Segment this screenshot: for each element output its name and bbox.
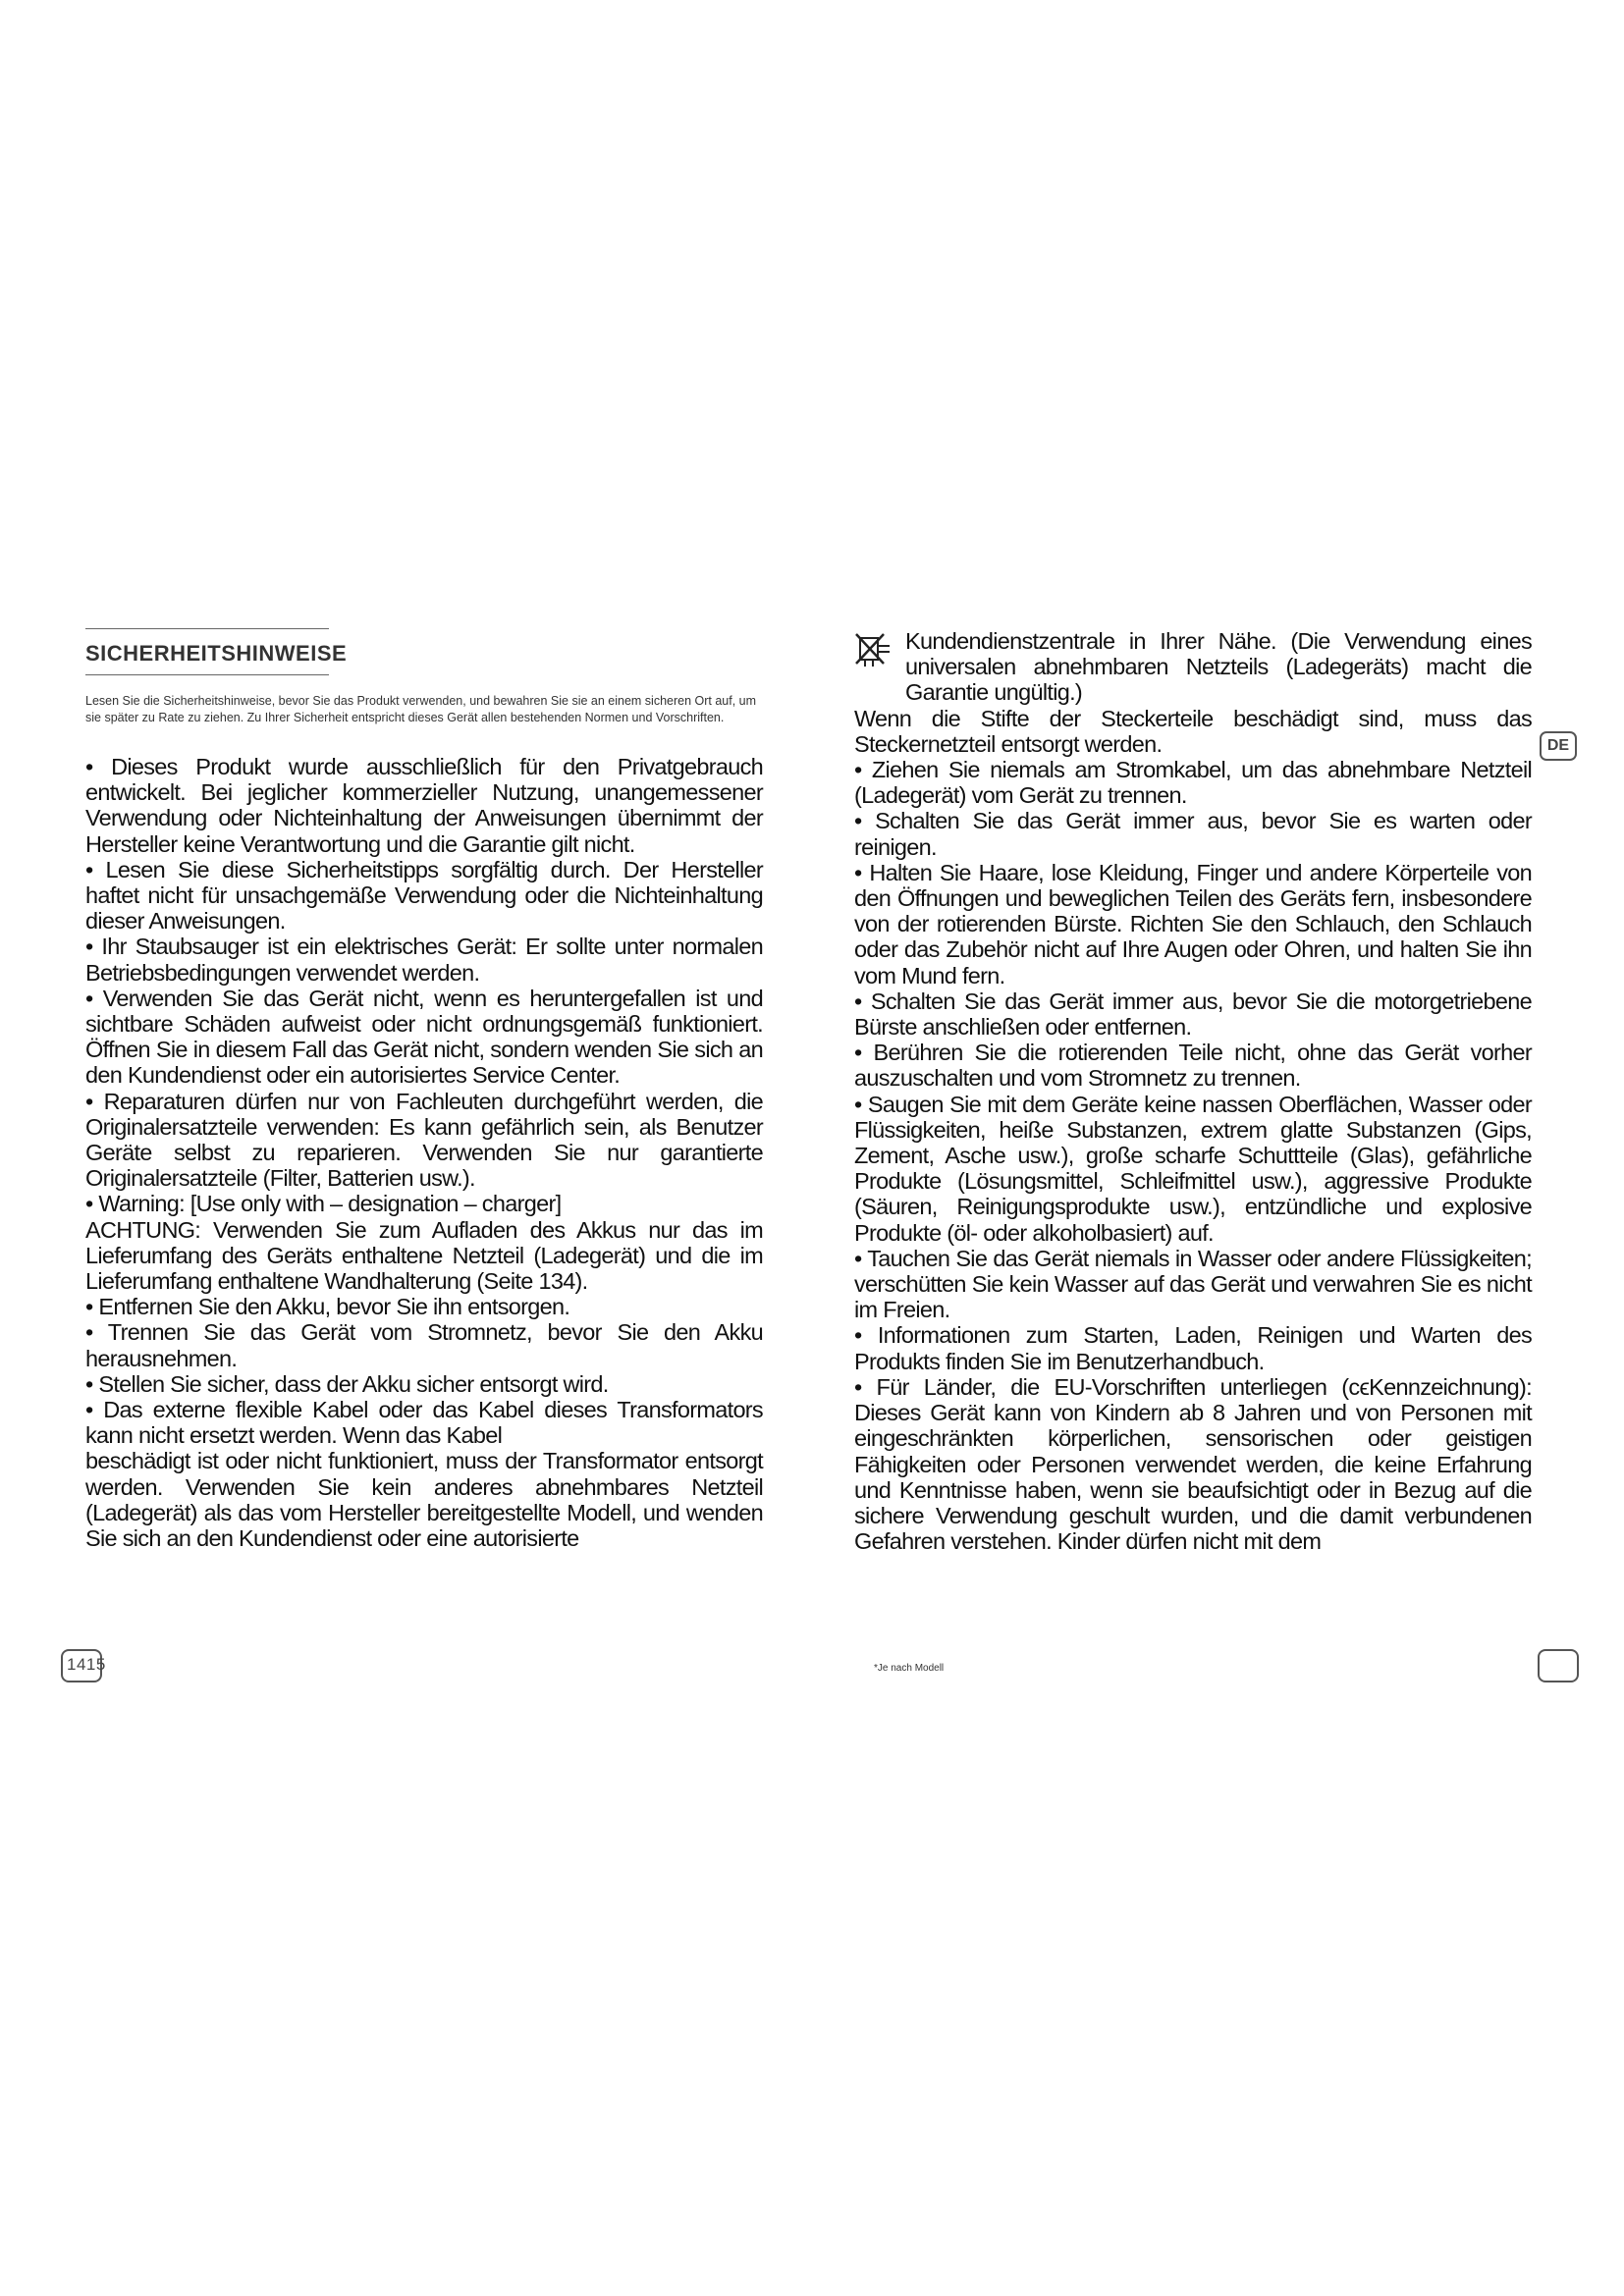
right-column-body bbox=[854, 628, 1532, 1554]
safety-paragraph: • Schalten Sie das Gerät immer aus, bevor Sie die motorgetriebene Bürste anschließen oder entfernen. bbox=[854, 988, 1532, 1041]
left-column-body bbox=[85, 754, 763, 1551]
language-badge: DE bbox=[1540, 731, 1577, 761]
safety-paragraph: • Dieses Produkt wurde ausschließlich für den Privatgebrauch entwickelt. Bei jeglicher kommerzieller Nutzung, unangemessener Verwendung oder Nichteinhaltung der Anweisungen übernimmt der Hersteller keine Verantwortung und die Garantie gilt nicht. bbox=[85, 754, 763, 857]
safety-paragraph: • Tauchen Sie das Gerät niemals in Wasser oder andere Flüssigkeiten; verschütten Sie kein Wasser auf das Gerät und verwahren Sie es nicht im Freien. bbox=[854, 1245, 1532, 1323]
page-number-badge-right bbox=[1538, 1649, 1579, 1682]
safety-paragraph: • Schalten Sie das Gerät immer aus, bevor Sie es warten oder reinigen. bbox=[854, 808, 1532, 860]
page-number: 1415 bbox=[67, 1655, 106, 1674]
no-universal-charger-icon bbox=[854, 632, 893, 671]
right-column bbox=[854, 628, 1532, 1554]
safety-paragraph: Wenn die Stifte der Steckerteile beschädigt sind, muss das Steckernetzteil entsorgt werden. bbox=[854, 705, 1532, 757]
title-rule-top bbox=[85, 628, 329, 629]
intro-text: Lesen Sie die Sicherheitshinweise, bevor Sie das Produkt verwenden, und bewahren Sie sie an einem sicheren Ort auf, um sie später zu Rate zu ziehen. Zu Ihrer Sicherheit entspricht dieses Gerät allen bestehenden Normen und Vorschriften. bbox=[85, 694, 757, 724]
right-first-paragraph-wrap bbox=[854, 628, 1532, 706]
safety-paragraph: • Verwenden Sie das Gerät nicht, wenn es heruntergefallen ist und sichtbare Schäden aufweist oder nicht ordnungsgemäß funktioniert. Öffnen Sie in diesem Fall das Gerät nicht, sondern wenden Sie sich an den Kundendienst oder ein autorisiertes Service Center. bbox=[85, 985, 763, 1089]
safety-paragraph: • Halten Sie Haare, lose Kleidung, Finger und andere Körperteile von den Öffnungen und beweglichen Teilen des Geräts fern, insbesondere von der rotierenden Bürste. Richten Sie den Schlauch, den Schlauch oder das Zubehör nicht auf Ihre Augen oder Ohren, und halten Sie ihn vom Mund fern. bbox=[854, 859, 1532, 988]
safety-paragraph: • Ihr Staubsauger ist ein elektrisches Gerät: Er sollte unter normalen Betriebsbedingungen verwendet werden. bbox=[85, 934, 763, 986]
safety-paragraph: beschädigt ist oder nicht funktioniert, muss der Transformator entsorgt werden. Verwenden Sie kein anderes abnehmbares Netzteil (Ladegerät) als das vom Hersteller bereitgestellte Modell, und wenden Sie sich an den Kundendienst oder eine autorisierte bbox=[85, 1448, 763, 1552]
safety-paragraph: • Saugen Sie mit dem Geräte keine nassen Oberflächen, Wasser oder Flüssigkeiten, heiße Substanzen, extrem glatte Substanzen (Gips, Zement, Asche usw.), große scharfe Schuttteile (Glas), gefährliche Produkte (Lösungsmittel, Schleifmittel usw.), aggressive Produkte (Säuren, Reinigungsprodukte usw.), entzündliche und explosive Produkte (öl- oder alkoholbasiert) auf. bbox=[854, 1091, 1532, 1246]
safety-paragraph: • Trennen Sie das Gerät vom Stromnetz, bevor Sie den Akku herausnehmen. bbox=[85, 1319, 763, 1371]
safety-paragraph: • Ziehen Sie niemals am Stromkabel, um das abnehmbare Netzteil (Ladegerät) vom Gerät zu trennen. bbox=[854, 757, 1532, 809]
safety-paragraph: • Das externe flexible Kabel oder das Kabel dieses Transformators kann nicht ersetzt werden. Wenn das Kabel bbox=[85, 1397, 763, 1449]
left-column bbox=[85, 628, 763, 1551]
safety-paragraph: • Für Länder, die EU-Vorschriften unterliegen (ϲϵKennzeichnung): Dieses Gerät kann von Kindern ab 8 Jahren und von Personen mit eingeschränkten körperlichen, sensorischen oder geistigen Fähigkeiten oder Personen verwendet werden, die keine Erfahrung und Kenntnisse haben, wenn sie beaufsichtigt oder in Bezug auf die sichere Verwendung geschult wurden, und die damit verbundenen Gefahren verstehen. Kinder dürfen nicht mit dem bbox=[854, 1373, 1532, 1555]
safety-paragraph: • Warning: [Use only with – designation – charger] bbox=[85, 1191, 562, 1217]
safety-paragraph: Kundendienstzentrale in Ihrer Nähe. (Die Verwendung eines universalen abnehmbaren Netzteils (Ladegeräts) macht die Garantie ungültig.) bbox=[905, 628, 1532, 706]
section-title: SICHERHEITSHINWEISE bbox=[85, 641, 348, 666]
footnote: *Je nach Modell bbox=[874, 1663, 945, 1674]
safety-paragraph: • Lesen Sie diese Sicherheitstipps sorgfältig durch. Der Hersteller haftet nicht für unsachgemäße Verwendung oder die Nichteinhaltung dieser Anweisungen. bbox=[85, 856, 763, 934]
safety-paragraph: • Stellen Sie sicher, dass der Akku sicher entsorgt wird. bbox=[85, 1370, 609, 1397]
safety-paragraph: • Reparaturen dürfen nur von Fachleuten durchgeführt werden, die Originalersatzteile verwenden: Es kann gefährlich sein, als Benutzer Geräte selbst zu reparieren. Verwenden Sie nur garantierte Originalersatzteile (Filter, Batterien usw.). bbox=[85, 1088, 763, 1192]
safety-paragraph: ACHTUNG: Verwenden Sie zum Aufladen des Akkus nur das im Lieferumfang des Geräts enthaltene Netzteil (Ladegerät) und die im Lieferumfang enthaltene Wandhalterung (Seite 134). bbox=[85, 1216, 763, 1295]
safety-paragraph: • Berühren Sie die rotierenden Teile nicht, ohne das Gerät vorher auszuschalten und vom Stromnetz zu trennen. bbox=[854, 1040, 1532, 1092]
safety-paragraph: • Informationen zum Starten, Laden, Reinigen und Warten des Produkts finden Sie im Benutzerhandbuch. bbox=[854, 1322, 1532, 1374]
title-rule-bottom bbox=[85, 674, 329, 675]
safety-paragraph: • Entfernen Sie den Akku, bevor Sie ihn entsorgen. bbox=[85, 1294, 570, 1320]
